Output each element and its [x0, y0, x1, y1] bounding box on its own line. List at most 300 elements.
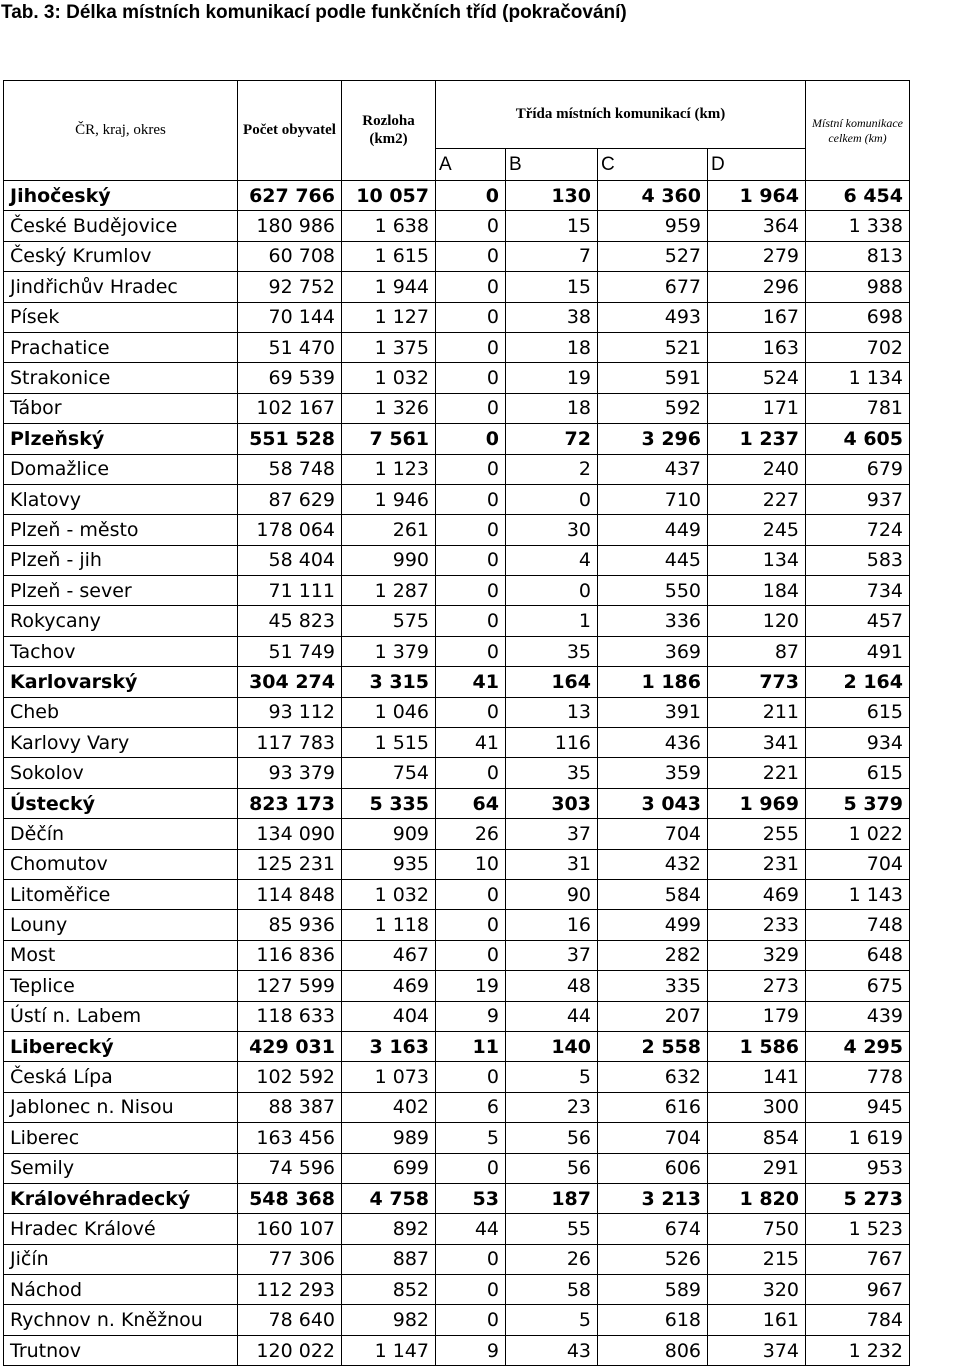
table-row — [4, 545, 910, 575]
cell-name: Tachov — [4, 636, 238, 666]
cell-name: Liberec — [4, 1123, 238, 1153]
header-total: Místní komunikace celkem (km) — [806, 81, 910, 181]
cell-class-d: 1 586 — [708, 1031, 806, 1061]
cell-name: Jičín — [4, 1244, 238, 1274]
cell-class-c: 391 — [598, 697, 708, 727]
cell-area: 887 — [342, 1244, 436, 1274]
table-row-region — [4, 424, 910, 454]
cell-class-c: 704 — [598, 1123, 708, 1153]
cell-class-a: 0 — [436, 211, 506, 241]
cell-class-c: 369 — [598, 636, 708, 666]
cell-population: 60 708 — [238, 241, 342, 271]
cell-class-a: 0 — [436, 454, 506, 484]
cell-class-d: 1 237 — [708, 424, 806, 454]
cell-total: 2 164 — [806, 667, 910, 697]
cell-class-b: 5 — [506, 1305, 598, 1335]
cell-total: 953 — [806, 1153, 910, 1183]
cell-total: 1 143 — [806, 879, 910, 909]
cell-class-d: 750 — [708, 1214, 806, 1244]
cell-class-b: 30 — [506, 515, 598, 545]
table-row — [4, 211, 910, 241]
cell-class-d: 279 — [708, 241, 806, 271]
cell-class-a: 9 — [436, 1335, 506, 1365]
cell-total: 778 — [806, 1062, 910, 1092]
cell-class-c: 632 — [598, 1062, 708, 1092]
cell-total: 698 — [806, 302, 910, 332]
cell-class-a: 0 — [436, 1062, 506, 1092]
cell-total: 1 022 — [806, 819, 910, 849]
cell-population: 117 783 — [238, 728, 342, 758]
cell-total: 781 — [806, 393, 910, 423]
cell-total: 5 273 — [806, 1183, 910, 1213]
cell-name: Strakonice — [4, 363, 238, 393]
cell-population: 112 293 — [238, 1275, 342, 1305]
cell-population: 120 022 — [238, 1335, 342, 1365]
cell-total: 813 — [806, 241, 910, 271]
cell-class-c: 282 — [598, 940, 708, 970]
cell-class-a: 0 — [436, 1244, 506, 1274]
cell-class-b: 18 — [506, 332, 598, 362]
cell-total: 945 — [806, 1092, 910, 1122]
cell-class-d: 87 — [708, 636, 806, 666]
cell-class-a: 6 — [436, 1092, 506, 1122]
table-row — [4, 849, 910, 879]
table-row-region — [4, 788, 910, 818]
cell-class-d: 773 — [708, 667, 806, 697]
cell-class-c: 592 — [598, 393, 708, 423]
cell-class-c: 526 — [598, 1244, 708, 1274]
cell-area: 7 561 — [342, 424, 436, 454]
cell-population: 180 986 — [238, 211, 342, 241]
cell-name: Domažlice — [4, 454, 238, 484]
cell-name: Plzeňský — [4, 424, 238, 454]
cell-class-a: 0 — [436, 424, 506, 454]
cell-population: 87 629 — [238, 484, 342, 514]
cell-name: Tábor — [4, 393, 238, 423]
header-population: Počet obyvatel — [238, 81, 342, 181]
header-size: Rozloha (km2) — [342, 81, 436, 181]
cell-name: Most — [4, 940, 238, 970]
cell-area: 699 — [342, 1153, 436, 1183]
cell-class-d: 1 820 — [708, 1183, 806, 1213]
cell-name: Trutnov — [4, 1335, 238, 1365]
cell-name: Prachatice — [4, 332, 238, 362]
cell-class-c: 335 — [598, 971, 708, 1001]
cell-class-d: 120 — [708, 606, 806, 636]
cell-area: 1 147 — [342, 1335, 436, 1365]
cell-total: 615 — [806, 758, 910, 788]
table-row — [4, 363, 910, 393]
cell-class-b: 303 — [506, 788, 598, 818]
cell-population: 69 539 — [238, 363, 342, 393]
cell-population: 134 090 — [238, 819, 342, 849]
cell-total: 491 — [806, 636, 910, 666]
cell-class-b: 58 — [506, 1275, 598, 1305]
cell-name: Královéhradecký — [4, 1183, 238, 1213]
cell-class-a: 0 — [436, 636, 506, 666]
cell-total: 1 134 — [806, 363, 910, 393]
cell-population: 116 836 — [238, 940, 342, 970]
cell-area: 1 615 — [342, 241, 436, 271]
table-row — [4, 1335, 910, 1365]
cell-name: Teplice — [4, 971, 238, 1001]
cell-class-b: 13 — [506, 697, 598, 727]
cell-class-a: 0 — [436, 393, 506, 423]
cell-class-c: 359 — [598, 758, 708, 788]
cell-class-d: 374 — [708, 1335, 806, 1365]
table-row — [4, 515, 910, 545]
cell-area: 935 — [342, 849, 436, 879]
cell-area: 1 944 — [342, 272, 436, 302]
cell-area: 909 — [342, 819, 436, 849]
cell-population: 92 752 — [238, 272, 342, 302]
cell-population: 102 592 — [238, 1062, 342, 1092]
table-row — [4, 1123, 910, 1153]
cell-total: 748 — [806, 910, 910, 940]
cell-class-d: 161 — [708, 1305, 806, 1335]
cell-population: 51 470 — [238, 332, 342, 362]
cell-class-d: 141 — [708, 1062, 806, 1092]
cell-class-c: 550 — [598, 576, 708, 606]
cell-class-b: 4 — [506, 545, 598, 575]
cell-name: Karlovarský — [4, 667, 238, 697]
cell-population: 78 640 — [238, 1305, 342, 1335]
cell-name: Rychnov n. Kněžnou — [4, 1305, 238, 1335]
cell-area: 404 — [342, 1001, 436, 1031]
cell-class-c: 493 — [598, 302, 708, 332]
cell-class-c: 449 — [598, 515, 708, 545]
cell-name: Písek — [4, 302, 238, 332]
table-row-region — [4, 1183, 910, 1213]
cell-area: 754 — [342, 758, 436, 788]
cell-class-d: 291 — [708, 1153, 806, 1183]
table-row — [4, 484, 910, 514]
cell-total: 1 523 — [806, 1214, 910, 1244]
table-row — [4, 1153, 910, 1183]
cell-class-b: 44 — [506, 1001, 598, 1031]
cell-class-c: 591 — [598, 363, 708, 393]
cell-class-d: 179 — [708, 1001, 806, 1031]
cell-class-d: 240 — [708, 454, 806, 484]
table-row — [4, 1275, 910, 1305]
cell-area: 261 — [342, 515, 436, 545]
cell-population: 70 144 — [238, 302, 342, 332]
cell-name: Hradec Králové — [4, 1214, 238, 1244]
cell-area: 1 379 — [342, 636, 436, 666]
cell-class-a: 53 — [436, 1183, 506, 1213]
cell-class-b: 37 — [506, 819, 598, 849]
cell-class-a: 19 — [436, 971, 506, 1001]
cell-population: 85 936 — [238, 910, 342, 940]
cell-class-a: 10 — [436, 849, 506, 879]
table-row — [4, 728, 910, 758]
cell-class-a: 0 — [436, 697, 506, 727]
cell-area: 467 — [342, 940, 436, 970]
cell-total: 6 454 — [806, 181, 910, 211]
cell-area: 1 946 — [342, 484, 436, 514]
cell-class-d: 341 — [708, 728, 806, 758]
cell-name: Rokycany — [4, 606, 238, 636]
cell-class-b: 38 — [506, 302, 598, 332]
cell-class-b: 130 — [506, 181, 598, 211]
cell-class-c: 3 213 — [598, 1183, 708, 1213]
cell-class-d: 854 — [708, 1123, 806, 1153]
table-row — [4, 697, 910, 727]
table-body — [4, 181, 910, 1366]
cell-name: Plzeň - sever — [4, 576, 238, 606]
cell-class-c: 3 043 — [598, 788, 708, 818]
cell-class-c: 674 — [598, 1214, 708, 1244]
cell-area: 1 032 — [342, 363, 436, 393]
cell-total: 1 232 — [806, 1335, 910, 1365]
cell-population: 93 112 — [238, 697, 342, 727]
cell-class-c: 606 — [598, 1153, 708, 1183]
cell-area: 1 375 — [342, 332, 436, 362]
cell-population: 118 633 — [238, 1001, 342, 1031]
cell-total: 4 605 — [806, 424, 910, 454]
table-row — [4, 1214, 910, 1244]
cell-population: 77 306 — [238, 1244, 342, 1274]
cell-class-c: 2 558 — [598, 1031, 708, 1061]
cell-population: 127 599 — [238, 971, 342, 1001]
cell-class-a: 0 — [436, 940, 506, 970]
cell-class-c: 4 360 — [598, 181, 708, 211]
cell-class-a: 0 — [436, 910, 506, 940]
cell-name: Jihočeský — [4, 181, 238, 211]
cell-class-c: 589 — [598, 1275, 708, 1305]
cell-class-d: 134 — [708, 545, 806, 575]
cell-name: Ústecký — [4, 788, 238, 818]
cell-class-b: 72 — [506, 424, 598, 454]
cell-population: 627 766 — [238, 181, 342, 211]
cell-class-a: 9 — [436, 1001, 506, 1031]
cell-class-c: 499 — [598, 910, 708, 940]
cell-population: 58 748 — [238, 454, 342, 484]
cell-class-c: 527 — [598, 241, 708, 271]
cell-class-a: 41 — [436, 728, 506, 758]
cell-total: 704 — [806, 849, 910, 879]
cell-class-a: 0 — [436, 241, 506, 271]
cell-name: Děčín — [4, 819, 238, 849]
cell-population: 178 064 — [238, 515, 342, 545]
cell-class-c: 677 — [598, 272, 708, 302]
cell-name: Ústí n. Labem — [4, 1001, 238, 1031]
cell-total: 767 — [806, 1244, 910, 1274]
cell-area: 1 127 — [342, 302, 436, 332]
cell-class-b: 90 — [506, 879, 598, 909]
cell-class-b: 5 — [506, 1062, 598, 1092]
cell-name: Semily — [4, 1153, 238, 1183]
cell-total: 5 379 — [806, 788, 910, 818]
cell-class-b: 0 — [506, 576, 598, 606]
cell-population: 163 456 — [238, 1123, 342, 1153]
cell-class-b: 55 — [506, 1214, 598, 1244]
cell-area: 1 118 — [342, 910, 436, 940]
cell-class-a: 11 — [436, 1031, 506, 1061]
header-area: ČR, kraj, okres — [4, 81, 238, 181]
cell-area: 3 163 — [342, 1031, 436, 1061]
cell-total: 702 — [806, 332, 910, 362]
header-class-a: A — [436, 149, 506, 181]
table-row — [4, 576, 910, 606]
cell-name: Jablonec n. Nisou — [4, 1092, 238, 1122]
cell-population: 58 404 — [238, 545, 342, 575]
table-row — [4, 1244, 910, 1274]
table-row — [4, 393, 910, 423]
table-title: Tab. 3: Délka místních komunikací podle funkčních tříd (pokračování) — [1, 2, 627, 23]
cell-class-c: 1 186 — [598, 667, 708, 697]
cell-population: 88 387 — [238, 1092, 342, 1122]
cell-class-c: 618 — [598, 1305, 708, 1335]
table-row — [4, 606, 910, 636]
cell-total: 583 — [806, 545, 910, 575]
cell-class-c: 806 — [598, 1335, 708, 1365]
cell-class-b: 37 — [506, 940, 598, 970]
cell-total: 1 619 — [806, 1123, 910, 1153]
cell-name: Český Krumlov — [4, 241, 238, 271]
cell-class-c: 584 — [598, 879, 708, 909]
cell-class-c: 521 — [598, 332, 708, 362]
cell-total: 439 — [806, 1001, 910, 1031]
table-row-region — [4, 667, 910, 697]
cell-area: 4 758 — [342, 1183, 436, 1213]
cell-class-c: 437 — [598, 454, 708, 484]
cell-class-d: 255 — [708, 819, 806, 849]
cell-class-c: 436 — [598, 728, 708, 758]
cell-area: 892 — [342, 1214, 436, 1244]
road-length-table — [3, 80, 910, 1366]
cell-area: 990 — [342, 545, 436, 575]
table-row — [4, 1092, 910, 1122]
cell-class-a: 0 — [436, 363, 506, 393]
cell-class-b: 18 — [506, 393, 598, 423]
cell-class-d: 300 — [708, 1092, 806, 1122]
cell-area: 3 315 — [342, 667, 436, 697]
cell-class-b: 26 — [506, 1244, 598, 1274]
cell-class-d: 233 — [708, 910, 806, 940]
cell-total: 937 — [806, 484, 910, 514]
cell-class-d: 184 — [708, 576, 806, 606]
table-row — [4, 636, 910, 666]
header-class-group: Třída místních komunikací (km) — [436, 81, 806, 149]
cell-class-c: 3 296 — [598, 424, 708, 454]
cell-total: 457 — [806, 606, 910, 636]
cell-class-c: 336 — [598, 606, 708, 636]
cell-area: 1 073 — [342, 1062, 436, 1092]
cell-class-c: 710 — [598, 484, 708, 514]
cell-name: Náchod — [4, 1275, 238, 1305]
cell-class-d: 171 — [708, 393, 806, 423]
cell-class-a: 0 — [436, 1305, 506, 1335]
cell-name: Plzeň - jih — [4, 545, 238, 575]
cell-class-b: 15 — [506, 211, 598, 241]
cell-class-a: 0 — [436, 1153, 506, 1183]
cell-area: 1 032 — [342, 879, 436, 909]
table-row — [4, 1062, 910, 1092]
cell-class-d: 227 — [708, 484, 806, 514]
cell-population: 93 379 — [238, 758, 342, 788]
cell-class-a: 0 — [436, 484, 506, 514]
cell-total: 679 — [806, 454, 910, 484]
cell-population: 429 031 — [238, 1031, 342, 1061]
cell-class-a: 5 — [436, 1123, 506, 1153]
cell-population: 160 107 — [238, 1214, 342, 1244]
cell-class-a: 0 — [436, 1275, 506, 1305]
cell-class-b: 35 — [506, 758, 598, 788]
cell-class-d: 163 — [708, 332, 806, 362]
cell-population: 74 596 — [238, 1153, 342, 1183]
cell-class-d: 245 — [708, 515, 806, 545]
cell-class-b: 187 — [506, 1183, 598, 1213]
table-row — [4, 910, 910, 940]
cell-class-d: 364 — [708, 211, 806, 241]
cell-class-b: 56 — [506, 1123, 598, 1153]
cell-class-a: 0 — [436, 758, 506, 788]
cell-area: 989 — [342, 1123, 436, 1153]
cell-class-c: 432 — [598, 849, 708, 879]
cell-class-a: 0 — [436, 181, 506, 211]
cell-area: 852 — [342, 1275, 436, 1305]
table-row — [4, 272, 910, 302]
table-row — [4, 332, 910, 362]
table-row-region — [4, 1031, 910, 1061]
cell-name: Louny — [4, 910, 238, 940]
cell-class-b: 116 — [506, 728, 598, 758]
table-row — [4, 1001, 910, 1031]
cell-class-d: 1 969 — [708, 788, 806, 818]
cell-total: 615 — [806, 697, 910, 727]
cell-name: Česká Lípa — [4, 1062, 238, 1092]
cell-class-c: 207 — [598, 1001, 708, 1031]
cell-class-d: 469 — [708, 879, 806, 909]
cell-population: 51 749 — [238, 636, 342, 666]
cell-area: 469 — [342, 971, 436, 1001]
header-class-d: D — [708, 149, 806, 181]
cell-class-b: 7 — [506, 241, 598, 271]
cell-class-d: 221 — [708, 758, 806, 788]
cell-class-a: 41 — [436, 667, 506, 697]
cell-class-a: 64 — [436, 788, 506, 818]
cell-class-c: 704 — [598, 819, 708, 849]
cell-total: 724 — [806, 515, 910, 545]
cell-area: 1 287 — [342, 576, 436, 606]
cell-class-b: 19 — [506, 363, 598, 393]
cell-class-b: 140 — [506, 1031, 598, 1061]
cell-total: 4 295 — [806, 1031, 910, 1061]
cell-population: 71 111 — [238, 576, 342, 606]
table-row — [4, 241, 910, 271]
cell-class-b: 56 — [506, 1153, 598, 1183]
cell-area: 10 057 — [342, 181, 436, 211]
cell-class-a: 0 — [436, 332, 506, 362]
cell-class-d: 320 — [708, 1275, 806, 1305]
cell-class-a: 0 — [436, 576, 506, 606]
cell-total: 734 — [806, 576, 910, 606]
cell-area: 402 — [342, 1092, 436, 1122]
table-header — [4, 81, 910, 181]
cell-class-a: 0 — [436, 606, 506, 636]
cell-class-b: 23 — [506, 1092, 598, 1122]
cell-class-b: 35 — [506, 636, 598, 666]
cell-name: Plzeň - město — [4, 515, 238, 545]
table-row — [4, 940, 910, 970]
cell-name: Cheb — [4, 697, 238, 727]
table-row — [4, 454, 910, 484]
cell-total: 675 — [806, 971, 910, 1001]
cell-class-b: 48 — [506, 971, 598, 1001]
cell-class-d: 231 — [708, 849, 806, 879]
table-row — [4, 971, 910, 1001]
